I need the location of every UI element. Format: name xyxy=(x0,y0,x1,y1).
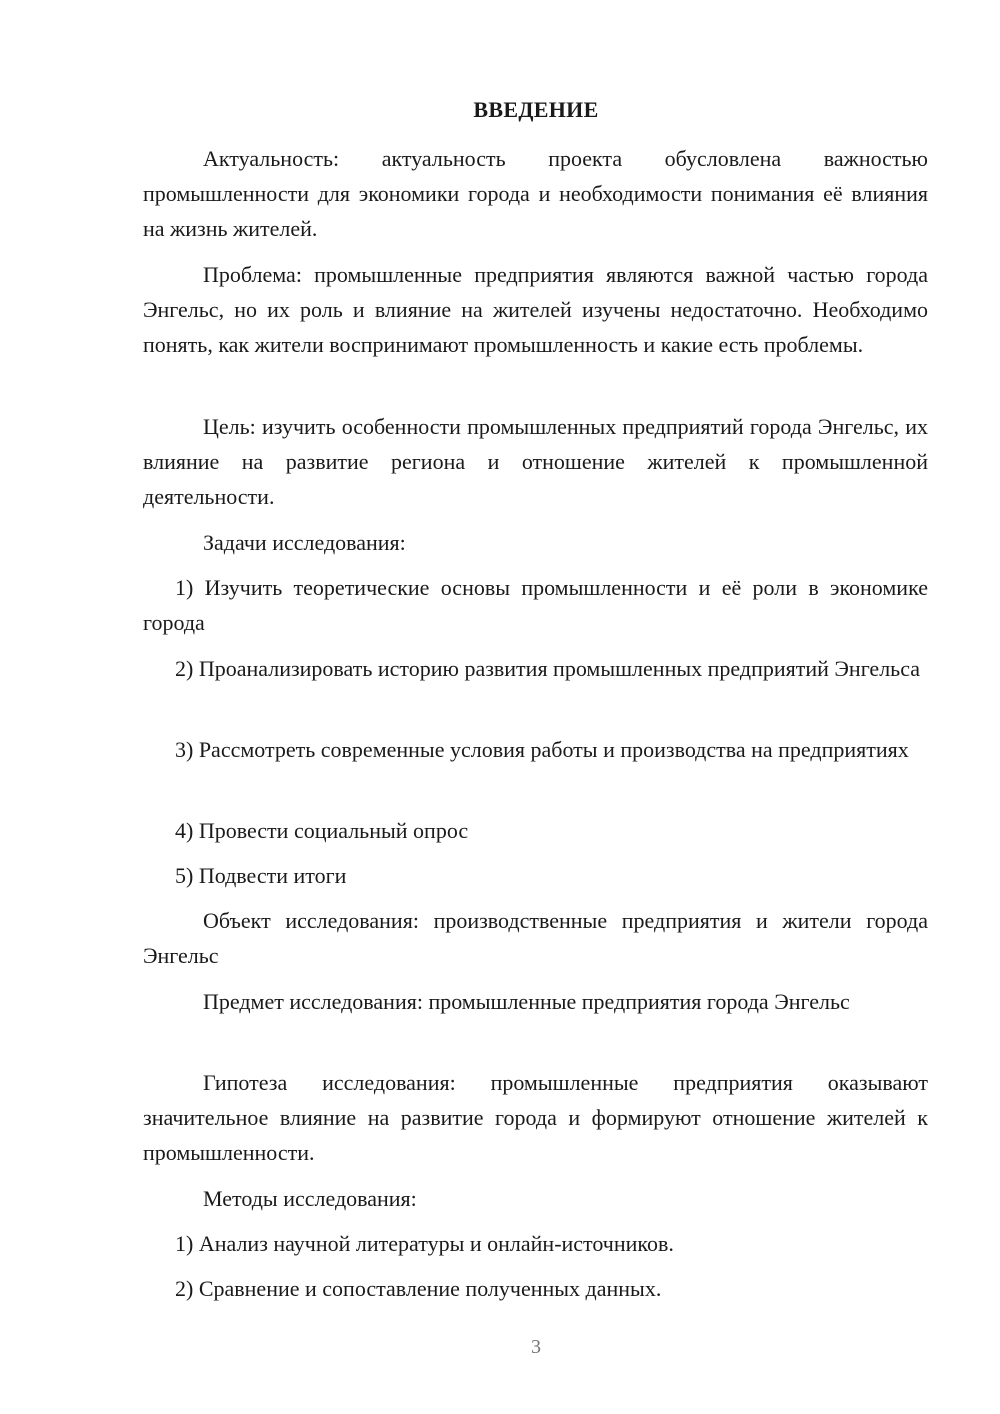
list-item-task-2: 2) Проанализировать историю развития промышленных предприятий Энгельса xyxy=(175,656,921,681)
list-item-task-4: 4) Провести социальный опрос xyxy=(175,818,469,843)
paragraph-relevance: Актуальность: актуальность проекта обусловлена важностью промышленности для экономики города и необходимости понимания её влияния на жизнь жителей. xyxy=(143,146,928,241)
list-item-task-1: 1) Изучить теоретические основы промышленности и её роли в экономике города xyxy=(143,575,928,635)
list-item-task-5: 5) Подвести итоги xyxy=(175,863,347,888)
paragraph-hypothesis: Гипотеза исследования: промышленные предприятия оказывают значительное влияние на развитие города и формируют отношение жителей к промышленности. xyxy=(143,1070,928,1165)
paragraph-object: Объект исследования: производственные предприятия и жители города Энгельс xyxy=(143,908,928,968)
list-item-task-3: 3) Рассмотреть современные условия работы и производства на предприятиях xyxy=(175,737,909,762)
list-item-method-1: 1) Анализ научной литературы и онлайн-источников. xyxy=(175,1231,674,1256)
list-item-method-2: 2) Сравнение и сопоставление полученных данных. xyxy=(175,1276,662,1301)
paragraph-tasks-heading: Задачи исследования: xyxy=(203,530,406,555)
page-title: ВВЕДЕНИЕ xyxy=(473,97,599,122)
paragraph-goal: Цель: изучить особенности промышленных предприятий города Энгельс, их влияние на развитие региона и отношение жителей к промышленной деятельности. xyxy=(143,414,928,509)
paragraph-methods-heading: Методы исследования: xyxy=(203,1186,417,1211)
paragraph-problem: Проблема: промышленные предприятия являются важной частью города Энгельс, но их роль и влияние на жителей изучены недостаточно. Необходимо понять, как жители воспринимают промышленность и какие есть проблемы. xyxy=(143,262,928,357)
paragraph-subject: Предмет исследования: промышленные предприятия города Энгельс xyxy=(203,989,850,1014)
page-number: 3 xyxy=(531,1336,541,1358)
